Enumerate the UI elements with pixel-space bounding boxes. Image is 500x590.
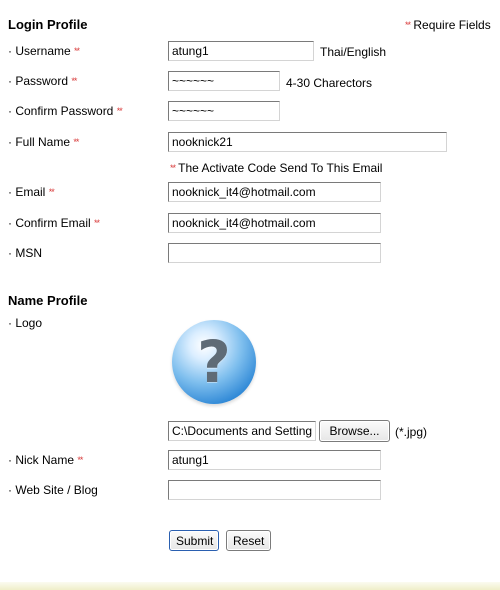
- name-profile-title: Name Profile: [8, 293, 88, 308]
- confirm-email-input[interactable]: [168, 213, 381, 233]
- email-input[interactable]: [168, 182, 381, 202]
- login-profile-title: Login Profile: [8, 17, 88, 32]
- required-marker: **: [170, 163, 176, 173]
- required-marker: **: [71, 76, 77, 86]
- password-input[interactable]: [168, 71, 280, 91]
- required-marker: **: [116, 106, 122, 116]
- full-name-input[interactable]: [168, 132, 447, 152]
- required-marker: **: [48, 187, 54, 197]
- password-label-text: · Password: [8, 74, 69, 88]
- footer-bar: [0, 582, 500, 590]
- required-marker: **: [94, 218, 100, 228]
- confirm-email-label: [8, 216, 99, 230]
- browse-button[interactable]: Browse...: [319, 420, 390, 442]
- file-type-hint: (*.jpg): [395, 425, 428, 439]
- msn-label: · MSN: [8, 246, 42, 260]
- nick-name-input[interactable]: [168, 450, 381, 470]
- reset-button[interactable]: Reset: [226, 530, 271, 551]
- required-marker: **: [73, 137, 79, 147]
- username-input[interactable]: [168, 41, 314, 61]
- full-name-label-text: · Full Name: [8, 135, 71, 149]
- confirm-email-label-text: · Confirm Email: [8, 216, 91, 230]
- question-mark-glyph: ?: [197, 328, 231, 396]
- activate-code-note: [170, 161, 382, 175]
- nick-name-label-text: · Nick Name: [8, 453, 75, 467]
- confirm-password-label-text: · Confirm Password: [8, 104, 114, 118]
- msn-input[interactable]: [168, 243, 381, 263]
- required-fields-note: [405, 18, 491, 32]
- website-label: · Web Site / Blog: [8, 483, 98, 497]
- confirm-password-input[interactable]: [168, 101, 280, 121]
- username-hint: Thai/English: [320, 45, 387, 59]
- required-marker: **: [74, 46, 80, 56]
- username-label-text: · Username: [8, 44, 71, 58]
- required-marker: **: [405, 20, 411, 30]
- website-input[interactable]: [168, 480, 381, 500]
- confirm-password-label: [8, 104, 122, 118]
- email-label-text: · Email: [8, 185, 46, 199]
- password-hint: 4-30 Charectors: [286, 76, 373, 90]
- full-name-label: [8, 135, 78, 149]
- required-marker: **: [77, 455, 83, 465]
- nick-name-label: [8, 453, 82, 467]
- username-label: [8, 44, 79, 58]
- activate-code-text: The Activate Code Send To This Email: [178, 161, 383, 175]
- required-fields-text: Require Fields: [413, 18, 491, 32]
- password-label: [8, 74, 76, 88]
- logo-label: · Logo: [8, 316, 43, 330]
- question-mark-avatar-icon: [172, 320, 256, 404]
- submit-button[interactable]: Submit: [169, 530, 219, 551]
- logo-file-path-input[interactable]: [168, 421, 316, 441]
- email-label: [8, 185, 54, 199]
